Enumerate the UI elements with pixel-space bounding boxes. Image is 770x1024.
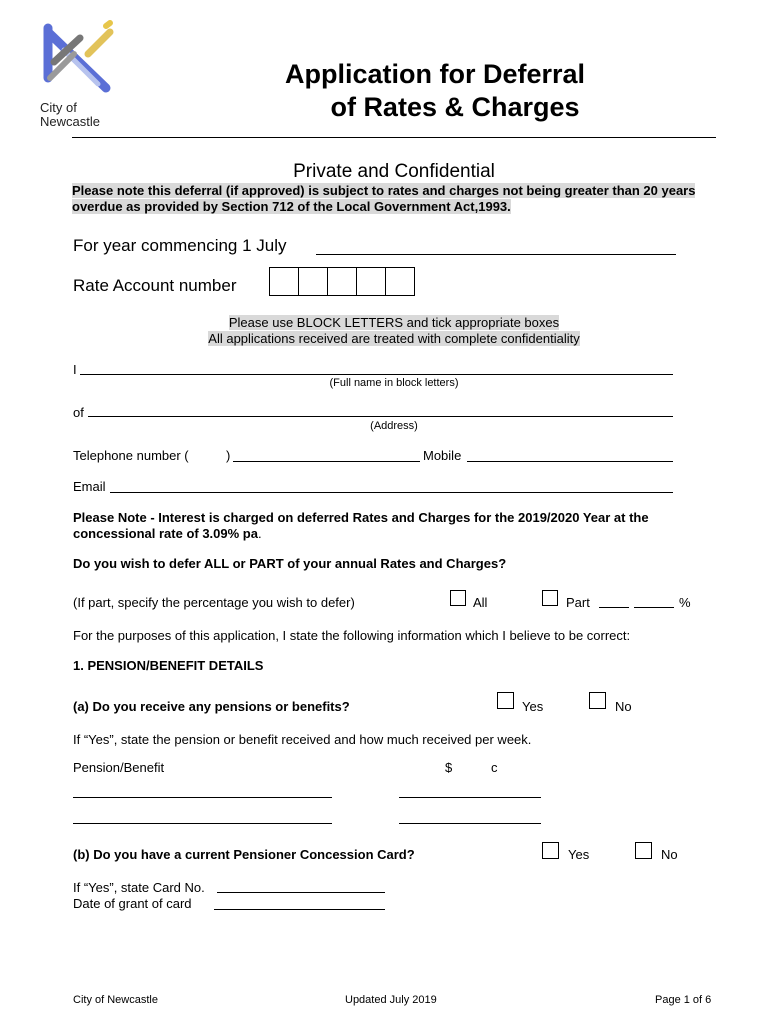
name-field[interactable]	[80, 374, 673, 375]
instructions-line1: Please use BLOCK LETTERS and tick appropriate boxes	[228, 315, 560, 330]
telephone-label: Telephone number (	[73, 448, 189, 463]
card-number-label: If “Yes”, state Card No.	[73, 880, 205, 895]
deferral-note-text: Please note this deferral (if approved) is subject to rates and charges not being greater than 20 years overdue as provided by Section 712 of the Local Government Act,1993.	[72, 183, 696, 214]
telephone-close: )	[226, 448, 231, 463]
card-yes-checkbox[interactable]	[542, 842, 559, 859]
address-hint: (Address)	[370, 420, 418, 432]
year-field[interactable]	[316, 254, 676, 255]
defer-question: Do you wish to defer ALL or PART of your annual Rates and Charges?	[73, 556, 507, 571]
interest-note-period: .	[257, 526, 262, 541]
pension-field-1[interactable]	[73, 797, 332, 798]
year-label: For year commencing 1 July	[73, 236, 287, 255]
interest-note	[73, 510, 717, 542]
card-yes-label: Yes	[568, 847, 590, 862]
question-b: (b) Do you have a current Pensioner Concession Card?	[73, 847, 415, 862]
subtitle: Private and Confidential	[293, 161, 495, 182]
email-field[interactable]	[110, 492, 673, 493]
instructions-line2: All applications received are treated with complete confidentiality	[208, 331, 580, 346]
account-label: Rate Account number	[73, 276, 237, 295]
logo-text	[40, 101, 100, 129]
mobile-label: Mobile	[423, 448, 462, 463]
mobile-field[interactable]	[467, 461, 673, 462]
cents-column-label: c	[491, 760, 498, 775]
pension-field-2[interactable]	[73, 823, 332, 824]
logo-text-line1: City of	[40, 100, 77, 115]
title-line1: Application for Deferral	[284, 59, 586, 89]
address-field[interactable]	[88, 416, 673, 417]
section1-heading: 1. PENSION/BENEFIT DETAILS	[73, 658, 264, 673]
part-label: Part	[566, 595, 590, 610]
page-title	[230, 58, 640, 124]
name-hint: (Full name in block letters)	[329, 377, 459, 389]
grant-date-field[interactable]	[214, 909, 385, 910]
pension-yes-label: Yes	[522, 699, 544, 714]
grant-date-label: Date of grant of card	[73, 896, 192, 911]
defer-part-hint: (If part, specify the percentage you wish to defer)	[73, 595, 355, 610]
account-digit-box[interactable]	[386, 268, 414, 295]
account-digit-box[interactable]	[299, 268, 328, 295]
footer-left: City of Newcastle	[73, 994, 158, 1006]
account-number-boxes[interactable]	[269, 267, 415, 296]
pension-no-label: No	[615, 699, 632, 714]
email-label: Email	[73, 479, 106, 494]
all-label: All	[473, 595, 488, 610]
title-line2: of Rates & Charges	[330, 92, 580, 122]
footer-right: Page 1 of 6	[655, 994, 712, 1006]
if-yes-pension: If “Yes”, state the pension or benefit received and how much received per week.	[73, 732, 532, 747]
part-checkbox[interactable]	[542, 590, 558, 606]
name-prefix: I	[73, 362, 77, 377]
card-no-checkbox[interactable]	[635, 842, 652, 859]
address-prefix: of	[73, 405, 84, 420]
card-number-field[interactable]	[217, 892, 385, 893]
card-no-label: No	[661, 847, 678, 862]
all-checkbox[interactable]	[450, 590, 466, 606]
question-a: (a) Do you receive any pensions or benefits?	[73, 699, 350, 714]
statement: For the purposes of this application, I state the following information which I believe to be correct:	[73, 628, 631, 643]
header-divider	[72, 137, 716, 138]
part-field-2[interactable]	[634, 607, 674, 608]
pension-yes-checkbox[interactable]	[497, 692, 514, 709]
percent-sign: %	[679, 595, 691, 610]
account-digit-box[interactable]	[357, 268, 386, 295]
pension-column-label: Pension/Benefit	[73, 760, 165, 775]
part-field-1[interactable]	[599, 607, 629, 608]
footer-center: Updated July 2019	[345, 994, 437, 1006]
amount-field-2[interactable]	[399, 823, 541, 824]
dollars-column-label: $	[445, 760, 453, 775]
instructions	[72, 315, 716, 347]
telephone-field[interactable]	[233, 461, 420, 462]
pension-no-checkbox[interactable]	[589, 692, 606, 709]
account-digit-box[interactable]	[328, 268, 357, 295]
interest-note-text: Please Note - Interest is charged on deferred Rates and Charges for the 2019/2020 Year at the concessional rate of 3.09% pa	[73, 510, 649, 541]
account-digit-box[interactable]	[270, 268, 299, 295]
logo-text-line2: Newcastle	[40, 114, 100, 129]
amount-field-1[interactable]	[399, 797, 541, 798]
deferral-note	[72, 183, 718, 215]
